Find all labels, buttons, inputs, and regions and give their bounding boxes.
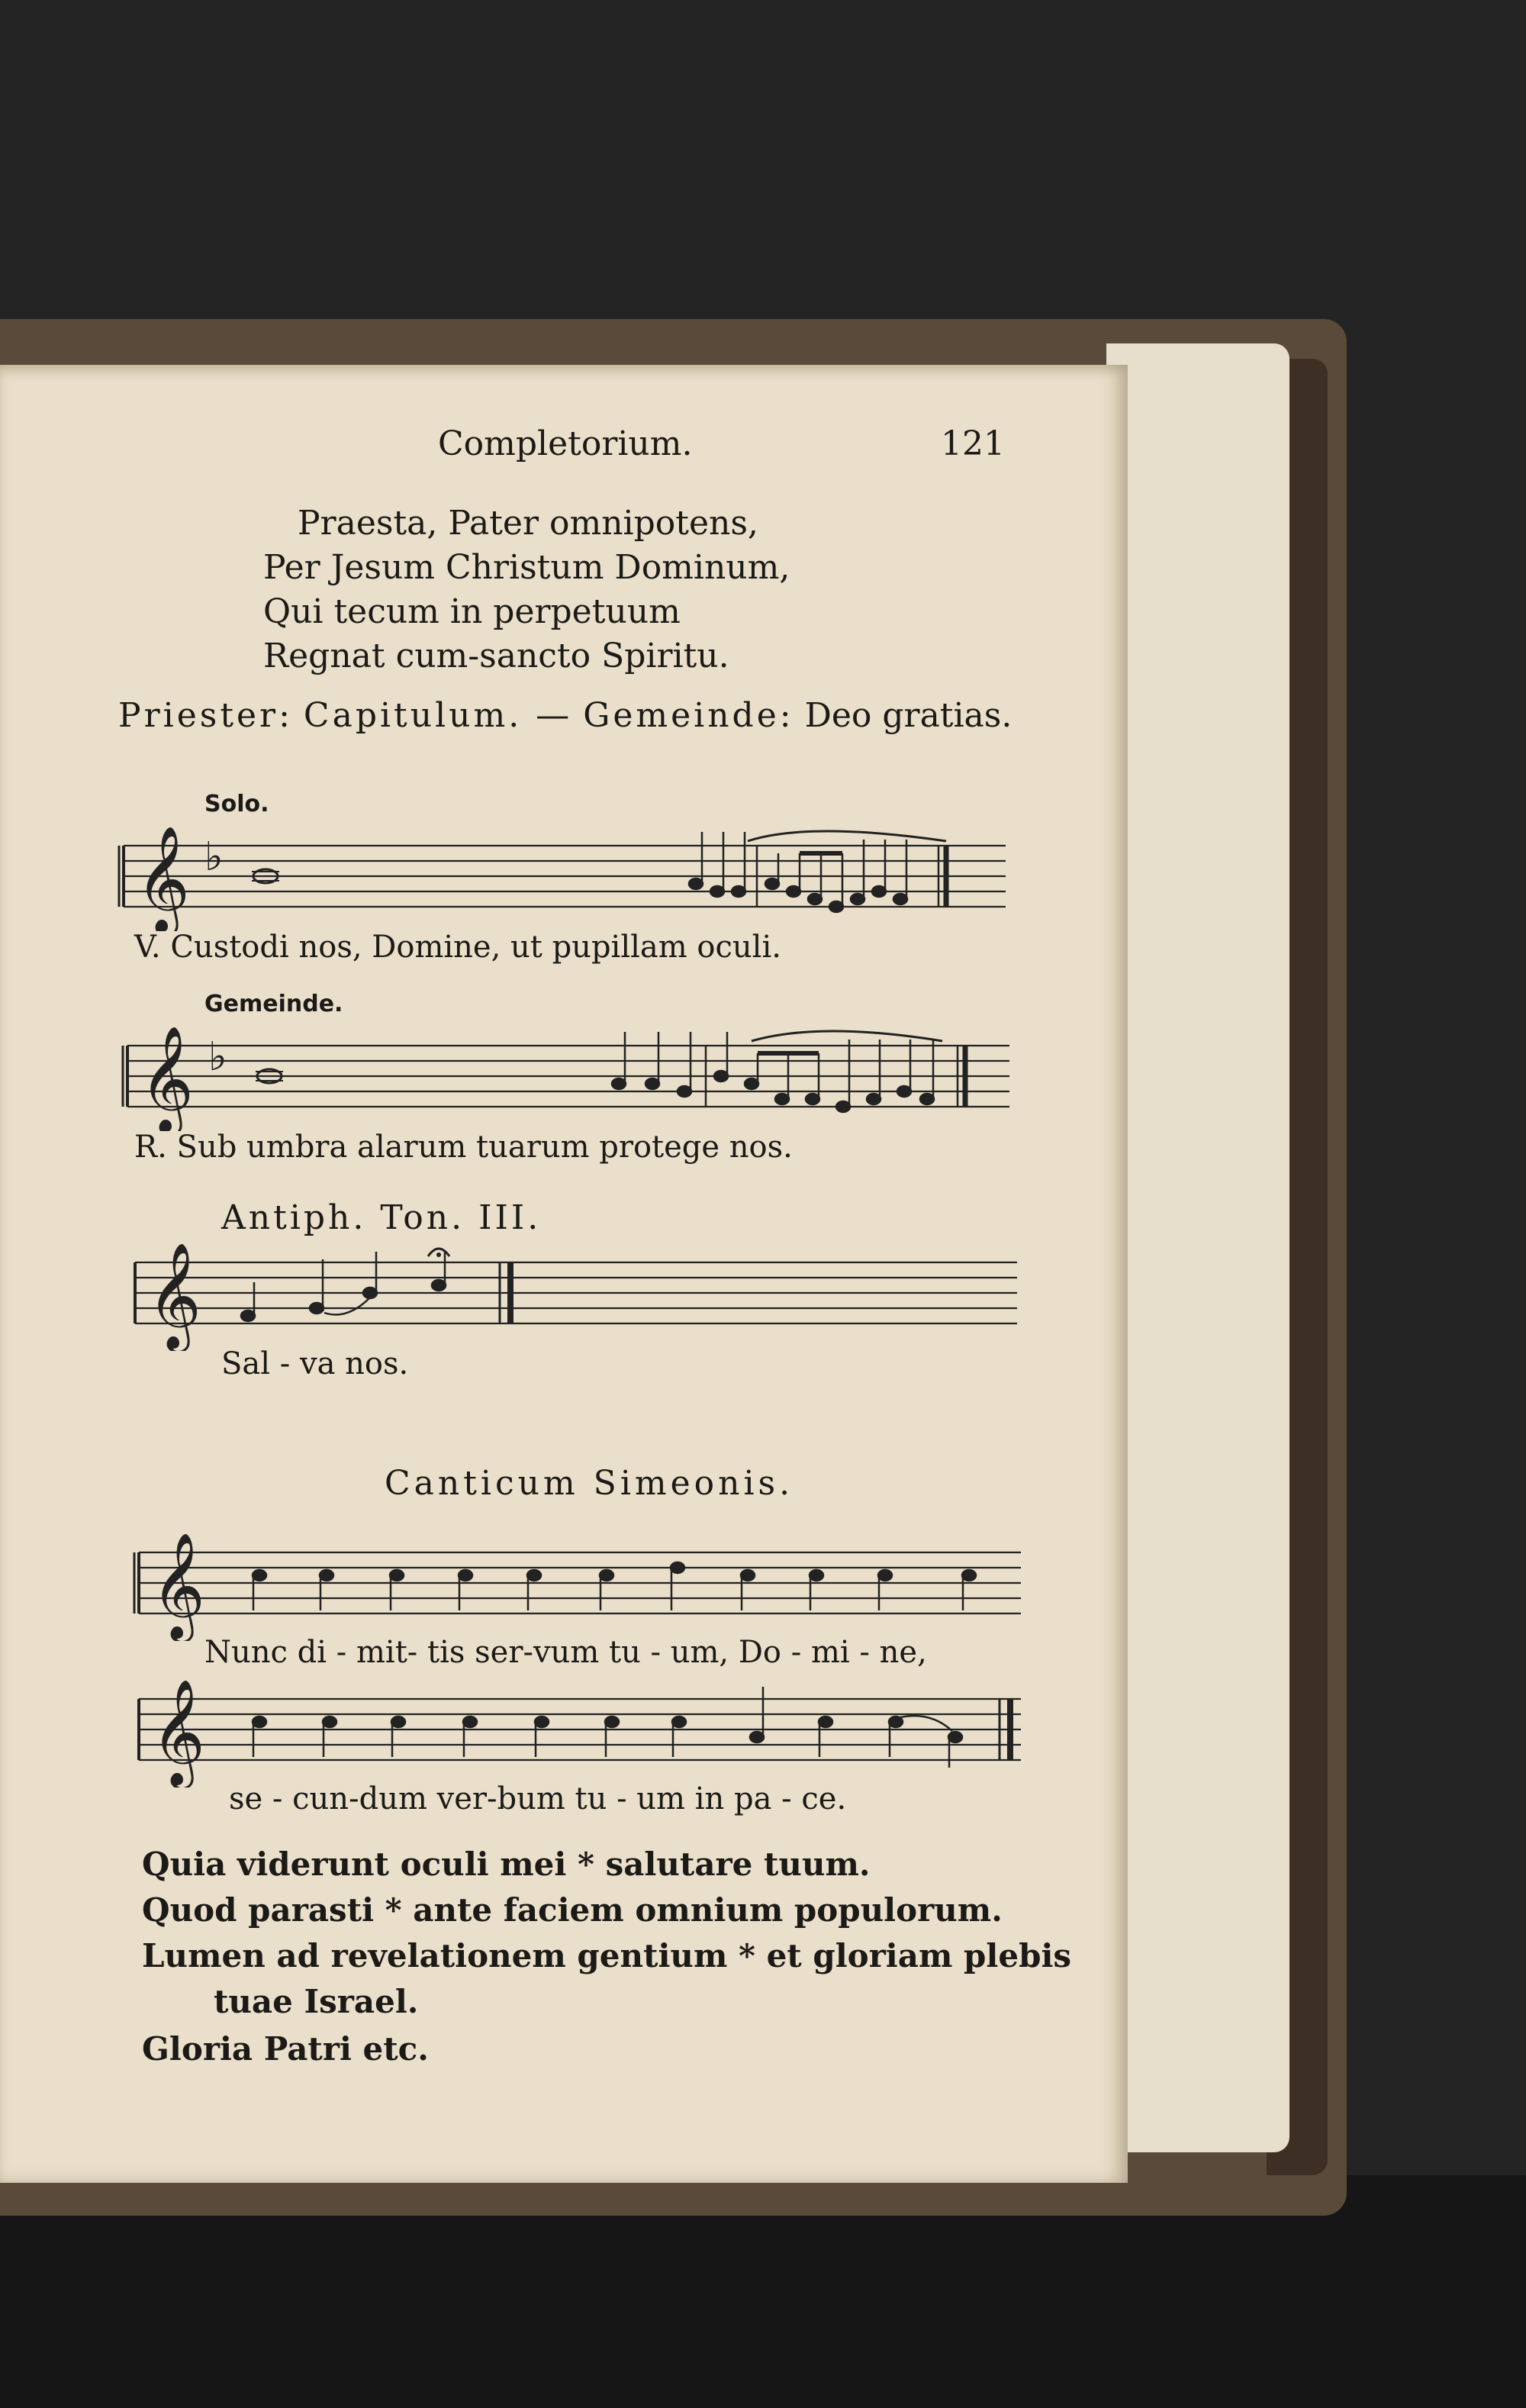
flat-icon: ♭ [208, 1034, 227, 1080]
treble-clef-icon: 𝄞 [151, 1679, 205, 1785]
underlying-pages [1106, 343, 1289, 2152]
canticle-line-4: tuae Israel. [214, 1983, 419, 2020]
solo-label: Solo. [204, 791, 269, 817]
antiphon-title: Antiph. Ton. III. [221, 1198, 542, 1237]
instruction-line [118, 696, 1012, 735]
treble-clef-icon: 𝄞 [151, 1533, 205, 1639]
treble-clef-icon: 𝄞 [136, 826, 190, 931]
priest-label: Priester: [118, 696, 293, 735]
antiphon-staff [126, 1236, 1026, 1351]
verse-line-4: Regnat cum-sancto Spiritu. [263, 637, 729, 675]
canticle-staff-1 [130, 1526, 1030, 1641]
response-text: Deo gratias. [804, 696, 1013, 735]
canticle-line-3: Lumen ad revelationem gentium * et gloriam plebis [142, 1937, 1072, 1974]
community-label: Gemeinde: [583, 696, 794, 735]
gemeinde-lyrics: R. Sub umbra alarum tuarum protege nos. [134, 1130, 793, 1165]
canticle-lyrics-2: se - cun-dum ver-bum tu - um in pa - ce. [229, 1781, 847, 1816]
canticle-line-1: Quia viderunt oculi mei * salutare tuum. [142, 1845, 871, 1883]
canticle-line-5: Gloria Patri etc. [142, 2030, 429, 2068]
treble-clef-icon: 𝄞 [140, 1026, 194, 1131]
capitulum-label: Capitulum. — [303, 696, 573, 735]
gemeinde-staff [118, 1024, 1019, 1131]
canticle-title: Canticum Simeonis. [385, 1464, 794, 1503]
canticle-lyrics-1: Nunc di - mit- tis ser-vum tu - um, Do - mi - ne, [204, 1635, 927, 1670]
verse-line-1: Praesta, Pater omnipotens, [298, 504, 758, 543]
gemeinde-label: Gemeinde. [204, 991, 343, 1017]
treble-clef-icon: 𝄞 [147, 1243, 201, 1349]
canticle-staff-2 [130, 1673, 1030, 1787]
solo-staff [114, 824, 1015, 931]
antiphon-lyrics: Sal - va nos. [221, 1346, 409, 1381]
canticle-line-2: Quod parasti * ante faciem omnium populorum. [142, 1891, 1003, 1929]
verse-line-2: Per Jesum Christum Dominum, [263, 548, 790, 587]
solo-lyrics: V. Custodi nos, Domine, ut pupillam oculi. [134, 930, 781, 965]
running-header: Completorium. [438, 424, 693, 463]
verse-line-3: Qui tecum in perpetuum [263, 592, 681, 631]
flat-icon: ♭ [204, 834, 224, 880]
page-number: 121 [941, 424, 1005, 463]
